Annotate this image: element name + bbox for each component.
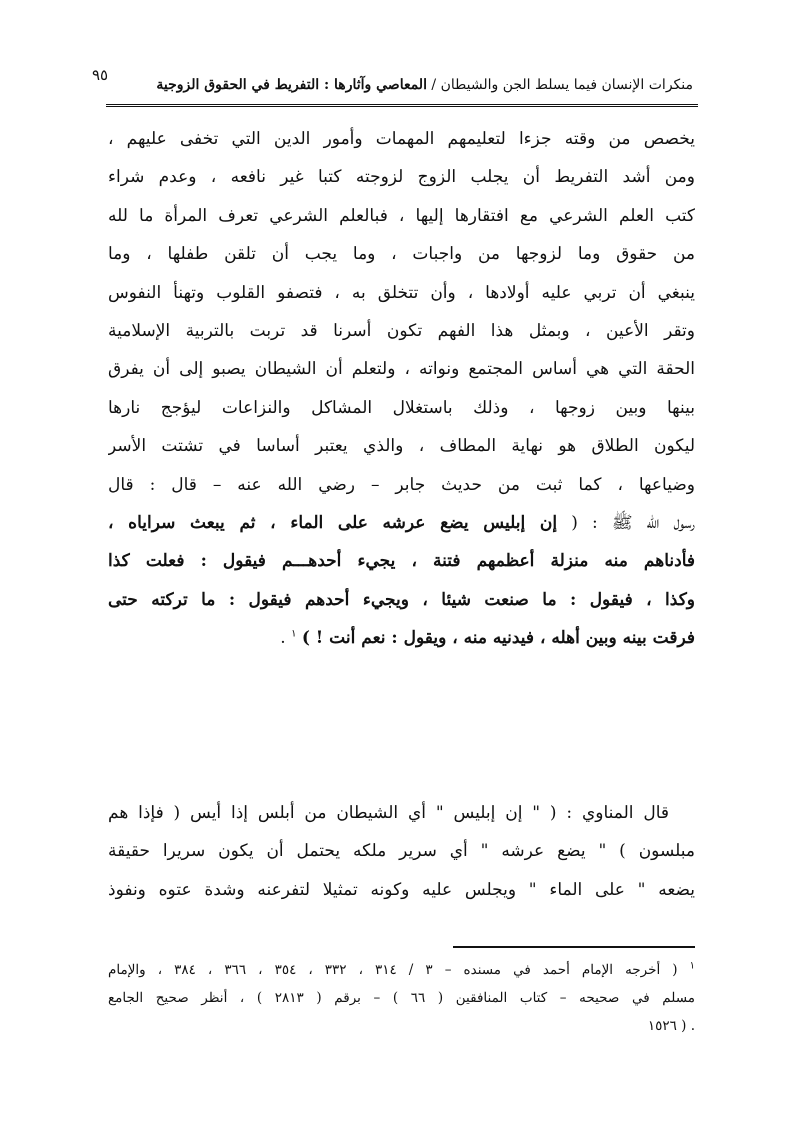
text-line: بينها وبين زوجها ، وذلك باستغلال المشاكل والنزاعات ليؤجج نارها (108, 397, 695, 418)
header-section-title: المعاصي وآثارها : التفريط في الحقوق الزوجية (156, 77, 427, 93)
hadith-end: . (280, 628, 286, 649)
text-line: مبلسون ) " يضع عرشه " أي سرير ملكه يحتمل أن يكون سريرا حقيقة (108, 841, 695, 862)
footnote-line: مسلم في صحيحه – كتاب المنافقين ( ٦٦ ) – برقم ( ٢٨١٣ ) ، أنظر صحيح الجامع (108, 990, 695, 1006)
text-line: الحقة التي هي أساس المجتمع ونواته ، ولتعلم أن الشيطان يصبو إلى أن يفرق (108, 359, 695, 380)
page-number: ٩٥ (92, 66, 109, 84)
footnote-ref: ١ (291, 628, 297, 640)
footnotes (108, 956, 695, 1040)
text-line: وضياعها ، كما ثبت من حديث جابر – رضي الله عنه – قال : قال (108, 474, 695, 495)
hadith-text: فرقت بينه وبين أهله ، فيدنيه منه ، ويقول : نعم أنت ! ) (301, 628, 695, 649)
paragraph-2 (108, 794, 695, 909)
header-book-title: منكرات الإنسان فيما يسلط الجن والشيطان / (431, 77, 693, 93)
hadith-line: وكذا ، فيقول : ما صنعت شيئا ، ويجيء أحدهم فيقول : ما تركته حتى (108, 589, 695, 610)
header-rule (106, 104, 698, 107)
text-line: ينبغي أن تربي عليه أولادها ، وأن تتخلق به ، فتصفو القلوب وتهنأ النفوس (108, 282, 695, 303)
text-line: كتب العلم الشرعي مع افتقارها إليها ، فبالعلم الشرعي تعرف المرأة ما لله (108, 205, 695, 226)
text-line: وتقر الأعين ، وبمثل هذا الفهم تكون أسرنا قد تربت بالتربية الإسلامية (108, 320, 695, 341)
text-line: يخصص من وقته جزءا لتعليمهم المهمات وأمور الدين التي تخفى عليهم ، (108, 129, 695, 149)
footnote-marker: ١ (689, 960, 695, 972)
footnote-text: ( أخرجه الإمام أحمد في مسنده – ٣ / ٣١٤ ، ٣٣٢ ، ٣٥٤ ، ٣٦٦ ، ٣٨٤ ، والإمام (108, 962, 678, 978)
text-line: قال المناوي : ( " إن إبليس " أي الشيطان من أبلس إذا أيس ( فإذا هم (108, 803, 669, 823)
hadith-line (108, 504, 695, 542)
footnote-line (108, 956, 695, 984)
paragraph-1 (108, 120, 695, 657)
footnote-line: . ( ١٥٢٦ (647, 1018, 695, 1034)
hadith-line: فأدناهم منه منزلة أعظمهم فتنة ، يجيء أحدهـــم فيقول : فعلت كذا (108, 551, 695, 572)
text-line: ليكون الطلاق هو نهاية المطاف ، والذي يعتبر أساسا في تشتت الأسر (108, 436, 695, 457)
running-header (115, 72, 693, 98)
text-line: من حقوق وما لزوجها من واجبات ، وما يجب أن تلقن طفلها ، وما (108, 244, 695, 265)
hadith-text: إن إبليس يضع عرشه على الماء ، ثم يبعث سراياه ، (108, 512, 558, 533)
footnote-rule (453, 946, 695, 948)
text-line: ومن أشد التفريط أن يجلب الزوج لزوجته كتبا غير نافعه ، وعدم شراء (108, 167, 695, 188)
hadith-line (108, 619, 695, 657)
hadith-intro: رسول الله ﷺ : ( (571, 512, 695, 533)
text-line: يضعه " على الماء " ويجلس عليه وكونه تمثيلا لتفرعنه وشدة عتوه ونفوذ (108, 879, 695, 900)
